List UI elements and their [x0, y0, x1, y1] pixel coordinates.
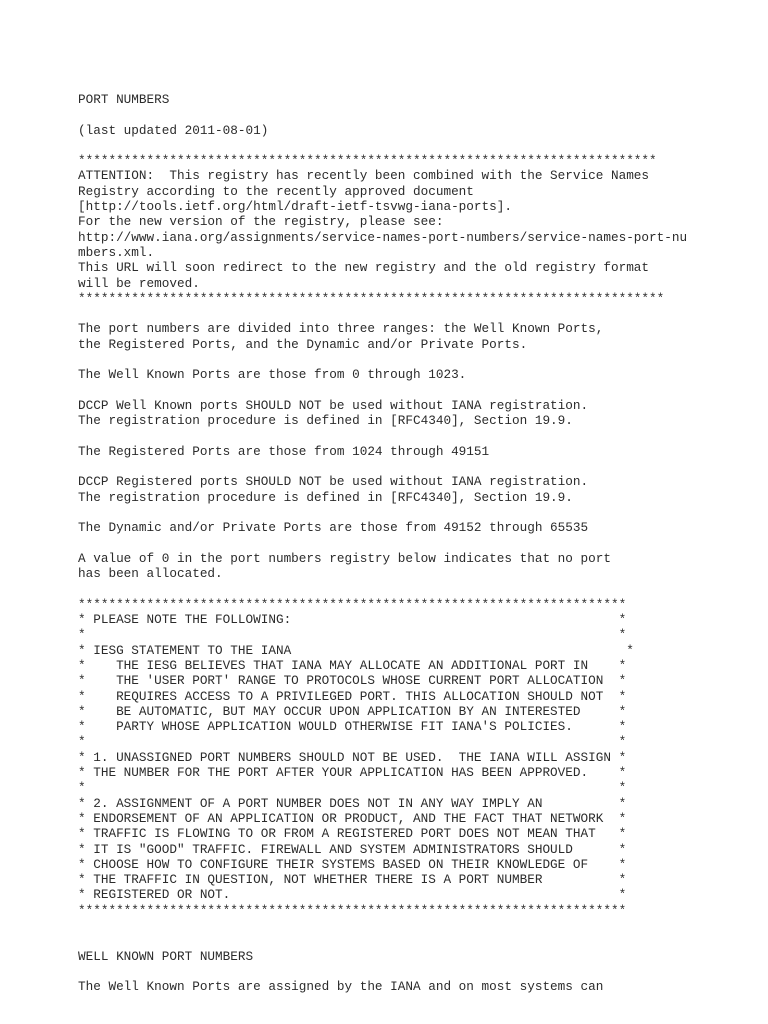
text-line: * IESG STATEMENT TO THE IANA * [78, 642, 634, 658]
text-line: This URL will soon redirect to the new registry and the old registry format [78, 260, 650, 276]
blank-line [78, 933, 687, 948]
blank-line [78, 306, 687, 321]
text-line: For the new version of the registry, please see: [78, 214, 444, 230]
document-text [78, 92, 687, 995]
text-line: * * [78, 780, 627, 796]
text-line: The registration procedure is defined in [RFC4340], Section 19.9. [78, 489, 573, 505]
text-line: DCCP Registered ports SHOULD NOT be used without IANA registration. [78, 474, 589, 490]
text-line: * TRAFFIC IS FLOWING TO OR FROM A REGISTERED PORT DOES NOT MEAN THAT * [78, 826, 627, 842]
blank-line [78, 107, 687, 122]
text-line: http://www.iana.org/assignments/service-names-port-numbers/service-names-port-nu [78, 229, 688, 245]
text-line: The port numbers are divided into three ranges: the Well Known Ports, [78, 321, 604, 337]
text-line: The Well Known Ports are assigned by the IANA and on most systems can [78, 979, 604, 995]
text-line: * 1. UNASSIGNED PORT NUMBERS SHOULD NOT BE USED. THE IANA WILL ASSIGN * [78, 749, 627, 765]
blank-line [78, 536, 687, 551]
text-line: ATTENTION: This registry has recently been combined with the Service Names [78, 168, 650, 184]
blank-line [78, 582, 687, 597]
text-line: * * [78, 627, 627, 643]
text-line: ************************************************************************ [78, 902, 627, 918]
text-line: **************************************************************************** [78, 153, 657, 169]
blank-line [78, 964, 687, 979]
text-line: * ENDORSEMENT OF AN APPLICATION OR PRODUCT, AND THE FACT THAT NETWORK * [78, 810, 627, 826]
text-line: the Registered Ports, and the Dynamic and/or Private Ports. [78, 336, 528, 352]
text-line: Registry according to the recently approved document [78, 183, 474, 199]
text-line: * THE TRAFFIC IN QUESTION, NOT WHETHER THERE IS A PORT NUMBER * [78, 872, 627, 888]
text-line: The Registered Ports are those from 1024 through 49151 [78, 443, 490, 459]
text-line: * THE NUMBER FOR THE PORT AFTER YOUR APPLICATION HAS BEEN APPROVED. * [78, 765, 627, 781]
text-line: * CHOOSE HOW TO CONFIGURE THEIR SYSTEMS BASED ON THEIR KNOWLEDGE OF * [78, 856, 627, 872]
blank-line [78, 459, 687, 474]
blank-line [78, 138, 687, 153]
blank-line [78, 352, 687, 367]
text-line: A value of 0 in the port numbers registry below indicates that no port [78, 550, 611, 566]
text-line: ************************************************************************ [78, 596, 627, 612]
text-line: * PLEASE NOTE THE FOLLOWING: * [78, 612, 627, 628]
text-line: The Well Known Ports are those from 0 through 1023. [78, 367, 467, 383]
text-line: * REQUIRES ACCESS TO A PRIVILEGED PORT. THIS ALLOCATION SHOULD NOT * [78, 688, 627, 704]
blank-line [78, 505, 687, 520]
text-line: mbers.xml. [78, 244, 155, 260]
blank-line [78, 429, 687, 444]
text-line: (last updated 2011-08-01) [78, 122, 269, 138]
text-line: ***************************************************************************** [78, 290, 665, 306]
text-line: The registration procedure is defined in [RFC4340], Section 19.9. [78, 413, 573, 429]
text-line: DCCP Well Known ports SHOULD NOT be used without IANA registration. [78, 397, 589, 413]
text-line: * THE IESG BELIEVES THAT IANA MAY ALLOCATE AN ADDITIONAL PORT IN * [78, 657, 627, 673]
blank-line [78, 383, 687, 398]
text-line: * IT IS "GOOD" TRAFFIC. FIREWALL AND SYSTEM ADMINISTRATORS SHOULD * [78, 841, 627, 857]
text-line: * REGISTERED OR NOT. * [78, 887, 627, 903]
text-line: PORT NUMBERS [78, 92, 170, 107]
text-line: * * [78, 734, 627, 750]
text-line: will be removed. [78, 275, 200, 291]
text-line: The Dynamic and/or Private Ports are those from 49152 through 65535 [78, 520, 589, 536]
text-line: [http://tools.ietf.org/html/draft-ietf-tsvwg-iana-ports]. [78, 199, 512, 215]
text-line: * PARTY WHOSE APPLICATION WOULD OTHERWISE FIT IANA'S POLICIES. * [78, 719, 627, 735]
text-line: WELL KNOWN PORT NUMBERS [78, 948, 254, 964]
text-line: * 2. ASSIGNMENT OF A PORT NUMBER DOES NOT IN ANY WAY IMPLY AN * [78, 795, 627, 811]
blank-line [78, 918, 687, 933]
text-line: * THE 'USER PORT' RANGE TO PROTOCOLS WHOSE CURRENT PORT ALLOCATION * [78, 673, 627, 689]
text-line: * BE AUTOMATIC, BUT MAY OCCUR UPON APPLICATION BY AN INTERESTED * [78, 703, 627, 719]
text-line: has been allocated. [78, 566, 223, 582]
